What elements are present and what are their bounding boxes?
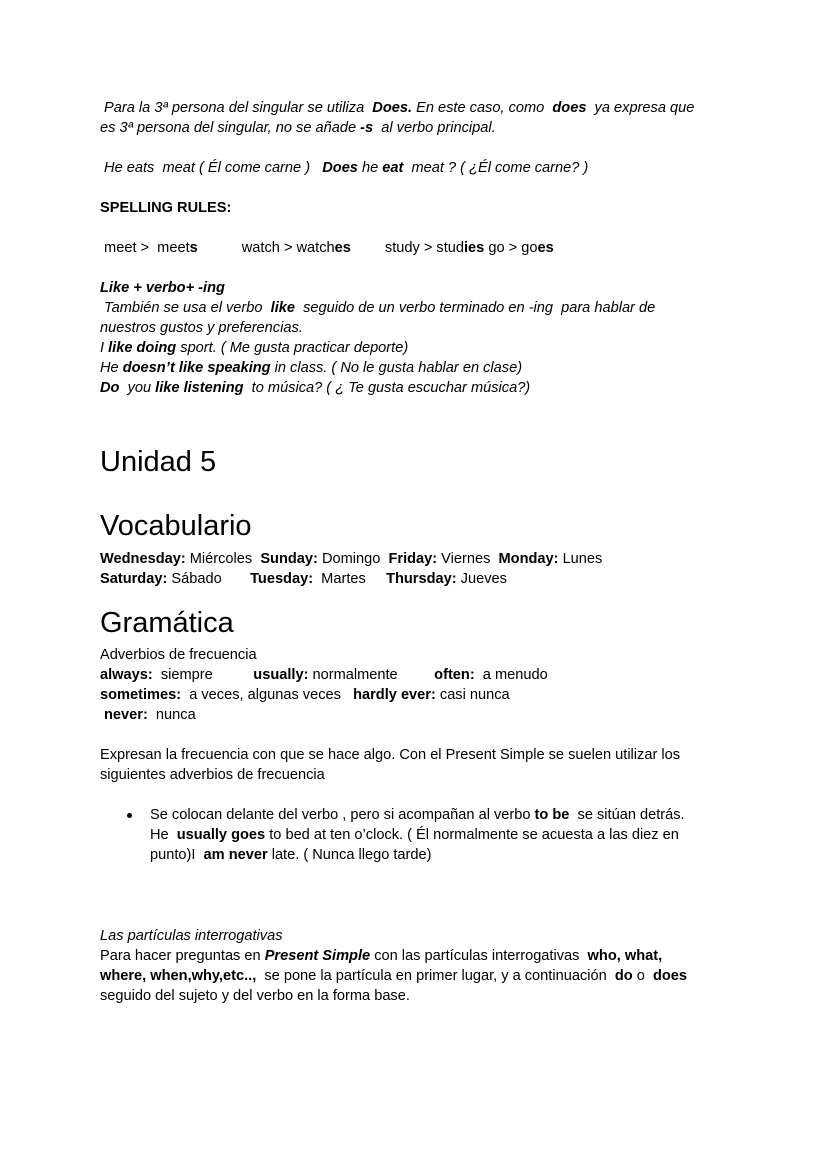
bold-does: Does [322, 160, 358, 176]
spelling-examples: meet > meets watch > watches study > studies go > goes [100, 240, 554, 256]
text: En este caso, como [412, 100, 553, 116]
bullet-line-1: Se colocan delante del verbo , pero si acompañan al verbo to be se sitúan detrás. [150, 807, 685, 823]
bold-eat: eat [382, 160, 404, 176]
bullet-line-3: punto)I am never late. ( Nunca llego tarde) [150, 847, 432, 863]
express-line-1: Expresan la frecuencia con que se hace algo. Con el Present Simple se suelen utilizar los [100, 747, 681, 763]
bold-does: Does. [372, 100, 413, 116]
adverbs-heading: Adverbios de frecuencia [100, 647, 257, 663]
adverbs-row-3: never: nunca [104, 707, 196, 723]
does-rule-line-2 [100, 118, 740, 138]
text: he [357, 160, 383, 176]
text: He eats meat ( Él come carne ) [100, 160, 323, 176]
like-line-1: También se usa el verbo like seguido de un verbo terminado en -ing para hablar de [100, 300, 656, 316]
interrog-line-1: Para hacer preguntas en Present Simple con las partículas interrogativas who, what, [100, 948, 663, 964]
text: meat ? ( ¿Él come carne? ) [403, 160, 589, 176]
text: al verbo principal. [373, 120, 496, 136]
text: es 3ª persona del singular, no se añade [100, 120, 361, 136]
days-row-2: Saturday: Sábado Tuesday: Martes Thursday: Jueves [100, 571, 507, 587]
does-rule-line-1 [100, 98, 740, 118]
like-line-3: I like doing sport. ( Me gusta practicar deporte) [100, 340, 409, 356]
vocab-title: Vocabulario [100, 510, 252, 542]
text: Para la 3ª persona del singular se utiliza [100, 100, 373, 116]
grammar-title: Gramática [100, 607, 234, 639]
bullet-item [100, 805, 740, 865]
interrog-line-3: seguido del sujeto y del verbo en la forma base. [100, 988, 410, 1004]
interrog-line-2: where, when,why,etc.., se pone la partícula en primer lugar, y a continuación do o does [100, 968, 688, 984]
like-line-2: nuestros gustos y preferencias. [100, 320, 303, 336]
spelling-rules-title: SPELLING RULES: [100, 200, 232, 216]
bullet-line-2: He usually goes to bed at ten o’clock. ( Él normalmente se acuesta a las diez en [150, 827, 679, 843]
like-title: Like + verbo+ -ing [100, 280, 225, 296]
bold-s: -s [360, 120, 374, 136]
interrog-title: Las partículas interrogativas [100, 928, 283, 944]
express-line-2: siguientes adverbios de frecuencia [100, 767, 325, 783]
adverbs-row-2: sometimes: a veces, algunas veces hardly ever: casi nunca [100, 687, 510, 703]
like-line-5: Do you like listening to música? ( ¿ Te gusta escuchar música?) [100, 380, 531, 396]
text: ya expresa que [586, 100, 695, 116]
like-line-4: He doesn’t like speaking in class. ( No le gusta hablar en clase) [100, 360, 523, 376]
unit-title: Unidad 5 [100, 446, 217, 478]
adverbs-row-1: always: siempre usually: normalmente often: a menudo [100, 667, 548, 683]
bullet-icon [127, 813, 132, 818]
days-row-1: Wednesday: Miércoles Sunday: Domingo Friday: Viernes Monday: Lunes [100, 551, 603, 567]
does-example [100, 158, 740, 178]
bold-does: does [552, 100, 587, 116]
document-page [100, 98, 740, 1006]
